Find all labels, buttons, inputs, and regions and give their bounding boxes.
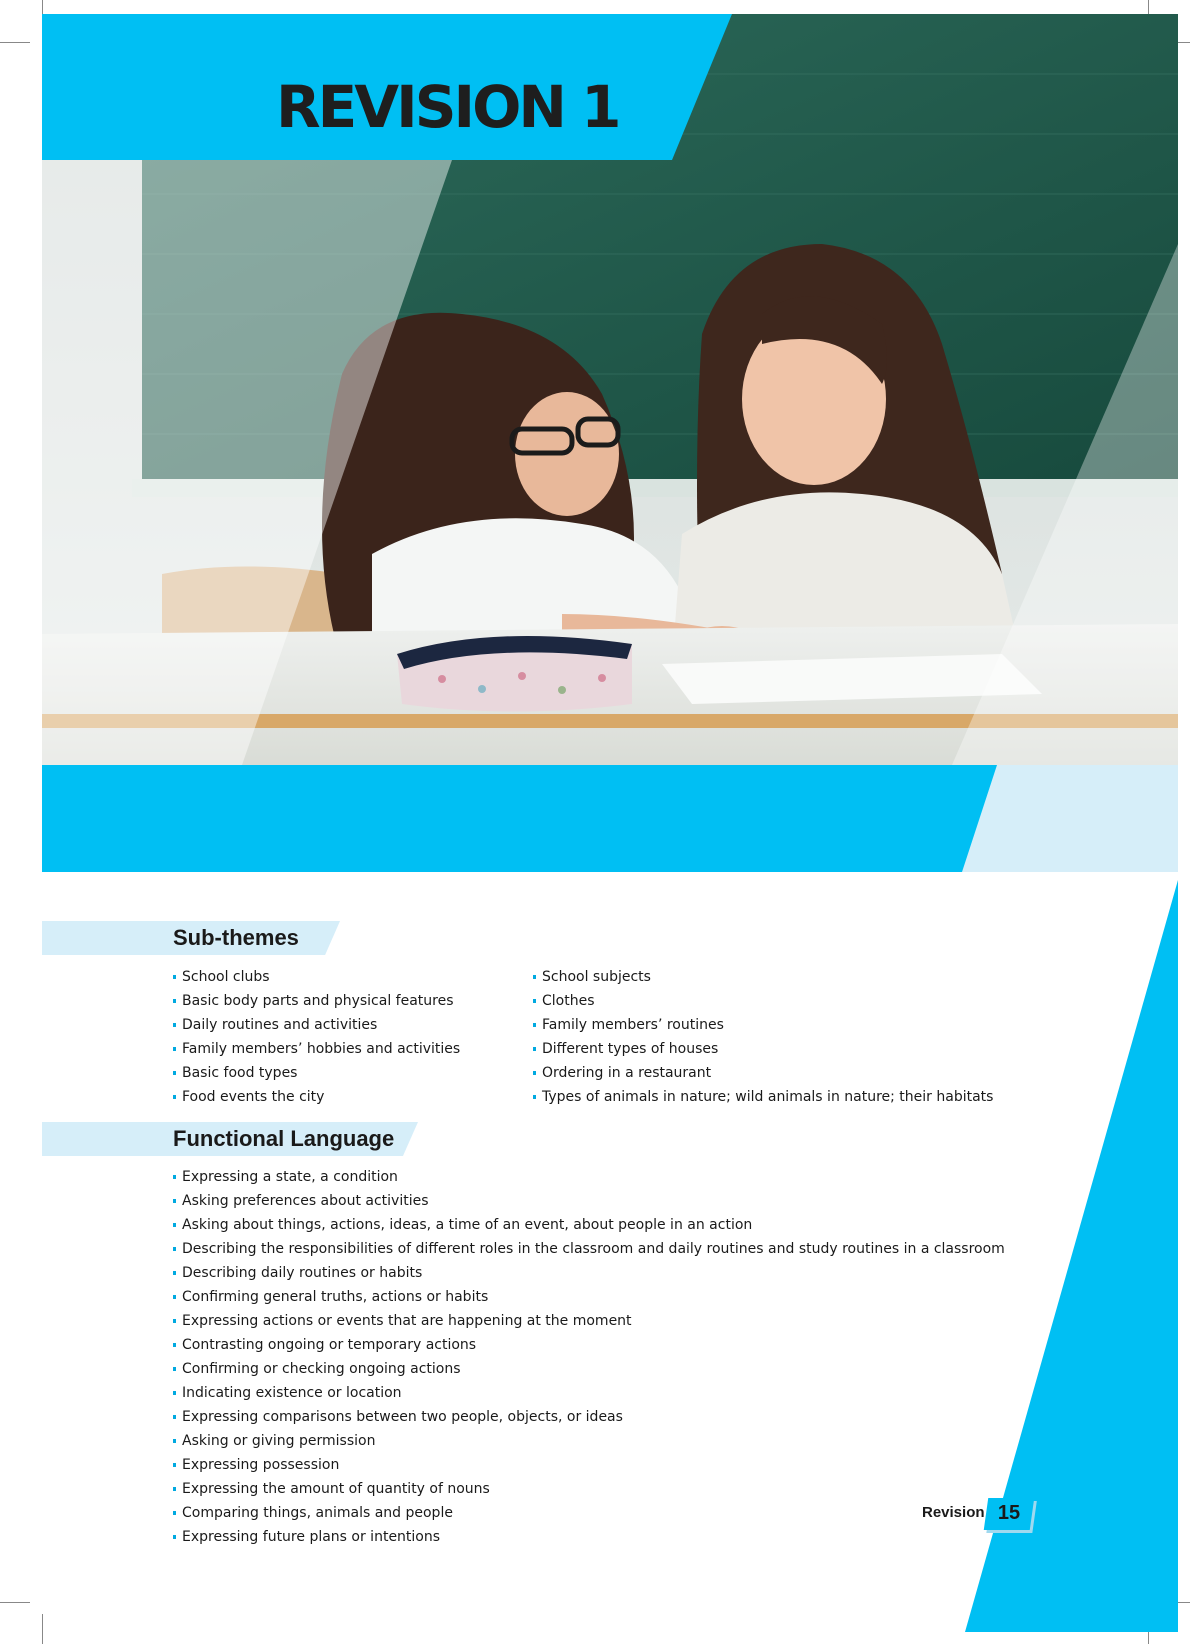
list-item: Clothes — [533, 989, 993, 1013]
page-title: REVISION 1 — [276, 73, 619, 141]
list-item: Different types of houses — [533, 1037, 993, 1061]
list-item: School subjects — [533, 965, 993, 989]
page-number: 15 — [997, 1502, 1021, 1524]
list-item: Expressing comparisons between two people, objects, or ideas — [173, 1405, 1005, 1429]
list-item: Describing the responsibilities of different roles in the classroom and daily routines and study routines in a classroom — [173, 1237, 1005, 1261]
list-item: Describing daily routines or habits — [173, 1261, 1005, 1285]
list-item: Expressing actions or events that are happening at the moment — [173, 1309, 1005, 1333]
functional-language-title: Functional Language — [173, 1126, 395, 1151]
list-item: Daily routines and activities — [173, 1013, 460, 1037]
list-item: Asking or giving permission — [173, 1429, 1005, 1453]
list-item: Asking preferences about activities — [173, 1189, 1005, 1213]
list-item: Expressing the amount of quantity of nouns — [173, 1477, 1005, 1501]
list-item: Basic body parts and physical features — [173, 989, 460, 1013]
functional-language-list — [173, 1165, 1005, 1549]
list-item: Food events the city — [173, 1085, 460, 1109]
list-item: Family members’ routines — [533, 1013, 993, 1037]
list-item: Types of animals in nature; wild animals in nature; their habitats — [533, 1085, 993, 1109]
list-item: Expressing a state, a condition — [173, 1165, 1005, 1189]
list-item: Asking about things, actions, ideas, a time of an event, about people in an action — [173, 1213, 1005, 1237]
list-item: Contrasting ongoing or temporary actions — [173, 1333, 1005, 1357]
list-item: Confirming or checking ongoing actions — [173, 1357, 1005, 1381]
list-item: Confirming general truths, actions or habits — [173, 1285, 1005, 1309]
list-item: Expressing possession — [173, 1453, 1005, 1477]
sub-themes-title: Sub-themes — [173, 925, 299, 950]
list-item: Indicating existence or location — [173, 1381, 1005, 1405]
list-item: Basic food types — [173, 1061, 460, 1085]
list-item: Ordering in a restaurant — [533, 1061, 993, 1085]
sub-themes-left-list — [173, 965, 460, 1109]
sub-themes-right-list — [533, 965, 993, 1109]
list-item: Expressing future plans or intentions — [173, 1525, 1005, 1549]
list-item: Family members’ hobbies and activities — [173, 1037, 460, 1061]
list-item: Comparing things, animals and people — [173, 1501, 1005, 1525]
footer-section-label: Revision — [922, 1504, 985, 1521]
list-item: School clubs — [173, 965, 460, 989]
